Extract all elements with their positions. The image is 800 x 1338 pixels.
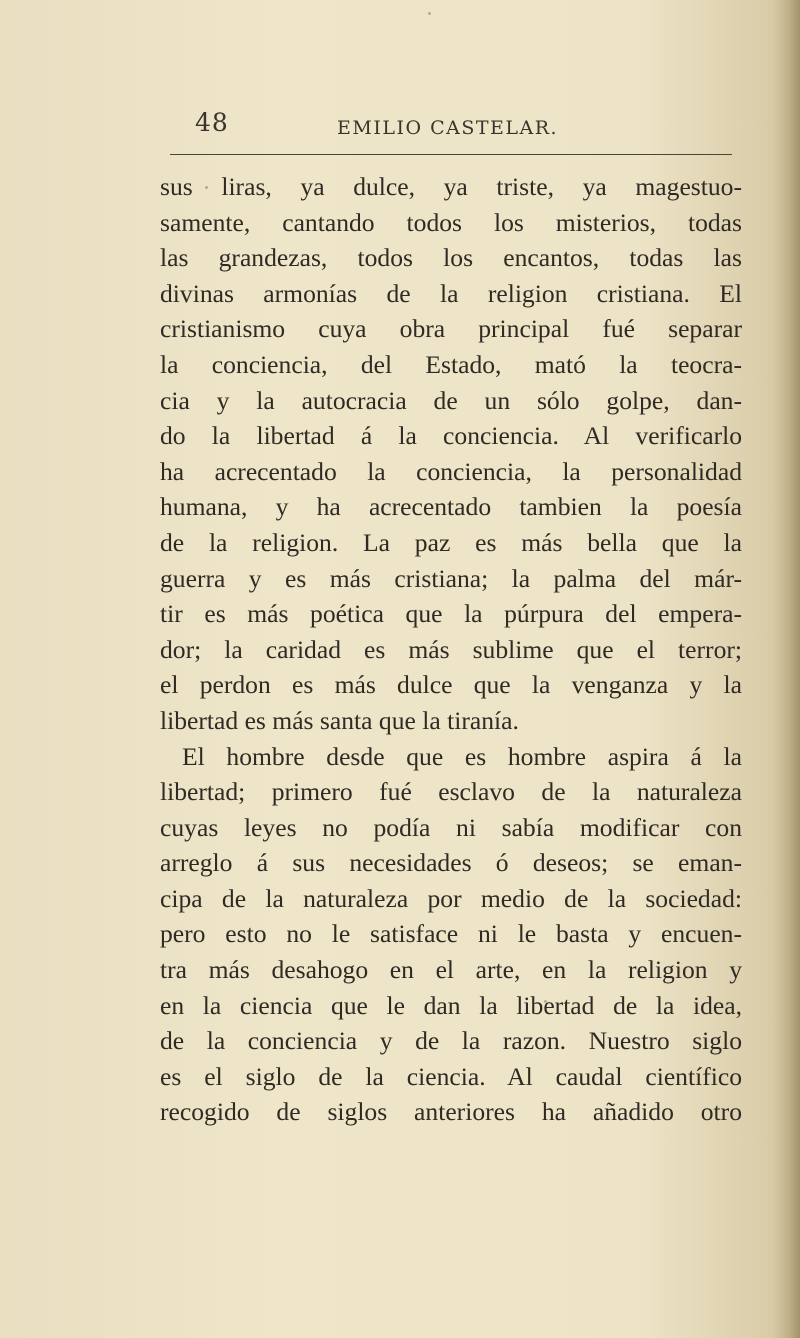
text-line: ha acrecentado la conciencia, la personalidad [160, 456, 742, 486]
page-header [195, 108, 755, 148]
text-line: recogido de siglos anteriores ha añadido otro [160, 1097, 742, 1127]
text-line: dor; la caridad es más sublime que el terror; [160, 634, 742, 664]
header-rule [170, 154, 732, 155]
page-number: 48 [195, 108, 229, 137]
text-line: es el siglo de la ciencia. Al caudal científico [160, 1061, 742, 1091]
text-line: cristianismo cuya obra principal fué separar [160, 314, 742, 344]
text-line: divinas armonías de la religion cristiana. El [160, 278, 742, 308]
text-line: cia y la autocracia de un sólo golpe, dan- [160, 385, 742, 415]
text-line: cuyas leyes no podía ni sabía modificar con [160, 812, 742, 842]
text-line: sus liras, ya dulce, ya triste, ya magestuo- [160, 172, 742, 201]
text-line: el perdon es más dulce que la venganza y la [160, 670, 742, 700]
page-edge-shadow [774, 0, 800, 1338]
text-line: samente, cantando todos los misterios, todas [160, 207, 742, 237]
paper-speck [428, 12, 431, 15]
text-line: do la libertad á la conciencia. Al verificarlo [160, 421, 742, 451]
text-line: guerra y es más cristiana; la palma del már- [160, 563, 742, 593]
text-line: de la conciencia y de la razon. Nuestro siglo [160, 1026, 742, 1056]
text-line: tra más desahogo en el arte, en la religion y [160, 955, 742, 985]
text-line: libertad; primero fué esclavo de la naturaleza [160, 777, 742, 807]
text-line: pero esto no le satisface ni le basta y encuen- [160, 919, 742, 949]
text-line: las grandezas, todos los encantos, todas las [160, 243, 742, 273]
paragraph-first-line: El hombre desde que es hombre aspira á la [182, 741, 742, 771]
text-line: de la religion. La paz es más bella que la [160, 527, 742, 557]
text-line: cipa de la naturaleza por medio de la sociedad: [160, 883, 742, 913]
text-line: la conciencia, del Estado, mató la teocra- [160, 349, 742, 379]
text-line: arreglo á sus necesidades ó deseos; se eman- [160, 848, 742, 878]
text-line: humana, y ha acrecentado tambien la poesía [160, 492, 742, 522]
text-line: tir es más poética que la púrpura del empera- [160, 599, 742, 629]
text-line: en la ciencia que le dan la libertad de la idea, [160, 990, 742, 1020]
running-head: EMILIO CASTELAR. [337, 117, 559, 139]
body-text [160, 169, 742, 1130]
paragraph-last-line: libertad es más santa que la tiranía. [160, 705, 519, 735]
